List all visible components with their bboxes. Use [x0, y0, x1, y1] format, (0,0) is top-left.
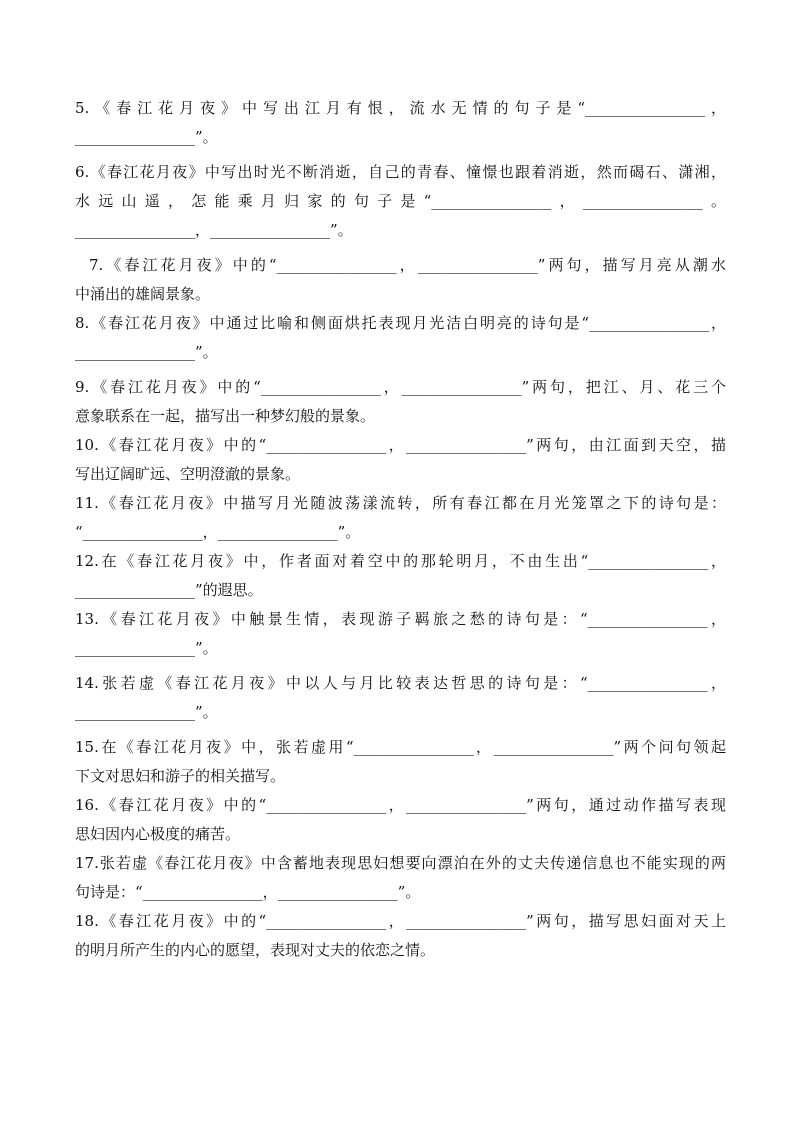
question-line: ________________”。 [75, 128, 218, 146]
question-line: 思妇因内心极度的痛苦。 [75, 825, 241, 843]
question-line: 意象联系在一起，描写出一种梦幻般的景象。 [75, 407, 376, 425]
question-11 [75, 489, 726, 547]
question-line: 16.《春江花月夜》中的“________________，________________”两句，通过动作描写表现 [75, 796, 726, 814]
question-line: 句诗是：“________________，________________”。 [75, 883, 421, 901]
question-line: 水远山遥，怎能乘月归家的句子是“________________，________________。 [75, 192, 726, 210]
question-9 [75, 373, 726, 431]
question-13 [75, 605, 726, 663]
question-line: 5.《春江花月夜》中写出江月有恨，流水无情的句子是“________________， [75, 99, 726, 117]
question-5 [75, 94, 726, 152]
question-line: 8.《春江花月夜》中通过比喻和侧面烘托表现月光洁白明亮的诗句是“________________， [75, 314, 726, 332]
question-14 [75, 669, 726, 727]
question-line: 6.《春江花月夜》中写出时光不断消逝，自己的青春、憧憬也跟着消逝，然而碣石、潇湘， [75, 163, 726, 181]
question-7 [75, 251, 726, 309]
question-line: 18.《春江花月夜》中的“________________，________________”两句，描写思妇面对天上 [75, 912, 726, 930]
question-17 [75, 849, 726, 907]
question-16 [75, 791, 726, 849]
question-line: “________________，________________”。 [75, 523, 361, 541]
question-line: 9.《春江花月夜》中的“________________，________________”两句，把江、月、花三个 [75, 378, 726, 396]
question-line: 13.《春江花月夜》中触景生情，表现游子羁旅之愁的诗句是：“________________， [75, 610, 726, 628]
question-18 [75, 907, 726, 965]
question-line: ________________”的遐思。 [75, 581, 263, 599]
question-line: ________________”。 [75, 343, 218, 361]
question-line: 10.《春江花月夜》中的“________________，________________”两句，由江面到天空，描 [75, 436, 726, 454]
question-line: 17.张若虚《春江花月夜》中含蓄地表现思妇想要向漂泊在外的丈夫传递信息也不能实现的两 [75, 854, 726, 872]
question-line: 写出辽阔旷远、空明澄澈的景象。 [75, 465, 301, 483]
question-line: ________________，________________”。 [75, 221, 353, 239]
question-line: ________________”。 [75, 639, 218, 657]
question-line: 的明月所产生的内心的愿望，表现对丈夫的依恋之情。 [75, 941, 436, 959]
question-8 [75, 309, 726, 367]
question-6 [75, 158, 726, 245]
question-line: 中涌出的雄阔景象。 [75, 285, 211, 303]
question-12 [75, 547, 726, 605]
question-line: 11.《春江花月夜》中描写月光随波荡漾流转，所有春江都在月光笼罩之下的诗句是： [75, 494, 726, 512]
question-line: 7.《春江花月夜》中的“________________，________________”两句，描写月亮从潮水 [89, 256, 726, 274]
question-line: 14.张若虚《春江花月夜》中以人与月比较表达哲思的诗句是：“________________， [75, 674, 726, 692]
question-line: 12.在《春江花月夜》中，作者面对着空中的那轮明月，不由生出“________________， [75, 552, 726, 570]
question-line: 15.在《春江花月夜》中，张若虚用“________________，________________”两个问句领起 [75, 738, 726, 756]
question-line: ________________”。 [75, 703, 218, 721]
question-15 [75, 733, 726, 791]
question-line: 下文对思妇和游子的相关描写。 [75, 767, 286, 785]
question-10 [75, 431, 726, 489]
